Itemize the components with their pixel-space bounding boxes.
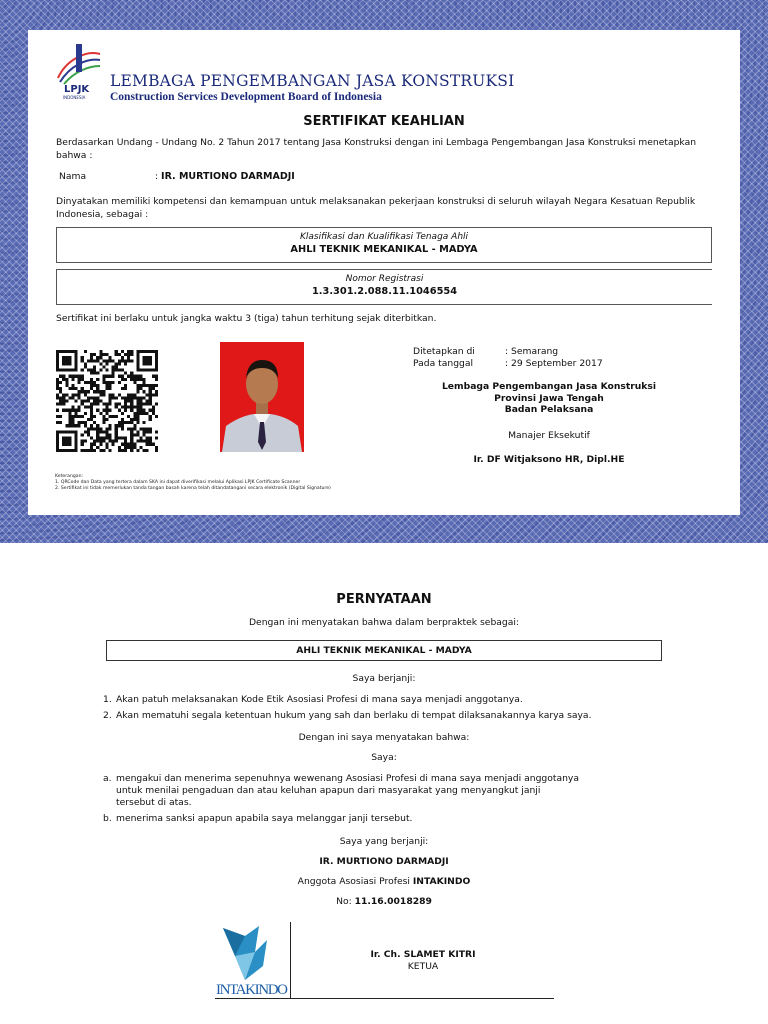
- list-marker: b.: [103, 813, 112, 824]
- statement-title: PERNYATAAN: [336, 592, 432, 607]
- association-line: [0, 876, 768, 887]
- classification-box: [56, 227, 712, 263]
- name-value-wrap: [155, 171, 295, 182]
- issuing-body-line: Lembaga Pengembangan Jasa Konstruksi: [441, 381, 657, 392]
- declared-line: Dinyatakan memiliki kompetensi dan kemampuan untuk melaksanakan pekerjaan konstruksi di seluruh wilayah Negara Kesatuan Republik: [56, 196, 696, 207]
- saya-label: Saya:: [371, 752, 397, 763]
- list-marker: a.: [103, 773, 112, 784]
- list-text: menerima sanksi apapun apabila saya melanggar janji tersebut.: [116, 813, 413, 824]
- declaration-list: [103, 773, 623, 825]
- notes-title: Keterangan:: [55, 474, 84, 479]
- name-row: [59, 171, 295, 182]
- declared-line: Indonesia, sebagai :: [56, 209, 149, 220]
- association-prefix: Anggota Asosiasi Profesi: [297, 876, 410, 887]
- lpjk-logo-country: INDONESIA: [63, 95, 86, 100]
- name-colon: :: [155, 171, 159, 182]
- issued-at-label: Ditetapkan di: [413, 346, 475, 357]
- issuing-body-line: Badan Pelaksana: [504, 404, 594, 415]
- lpjk-logo: [56, 40, 102, 100]
- member-number-line: [0, 896, 768, 907]
- signer-heading: Saya yang berjanji:: [339, 836, 429, 847]
- signature-line: [215, 998, 554, 999]
- holder-photo: [220, 342, 304, 452]
- declared-paragraph: [56, 195, 716, 221]
- issuing-body-line: Provinsi Jawa Tengah: [494, 392, 604, 404]
- notes: [55, 474, 331, 492]
- list-item: [103, 694, 623, 706]
- name-label: Nama: [59, 171, 87, 182]
- profession-box: AHLI TEKNIK MEKANIKAL - MADYA: [106, 640, 662, 661]
- list-text: untuk menilai pengaduan dan atau keluhan apapun dari masyarakat yang menyangkut janji: [116, 785, 541, 796]
- list-marker: 2.: [103, 710, 112, 721]
- association-name: INTAKINDO: [412, 876, 471, 887]
- classification-value: AHLI TEKNIK MEKANIKAL - MADYA: [290, 244, 478, 255]
- registration-value: 1.3.301.2.088.11.1046554: [311, 286, 458, 297]
- member-number-prefix: No:: [336, 896, 352, 907]
- list-text: mengakui dan menerima sepenuhnya wewenang Asosiasi Profesi di mana saya menjadi anggotanya: [116, 773, 579, 784]
- org-subtitle: Construction Services Development Board of Indonesia: [110, 91, 382, 103]
- list-item: [103, 710, 623, 722]
- issued-date-value: : 29 September 2017: [505, 358, 603, 369]
- certificate-heading: SERTIFIKAT KEAHLIAN: [303, 114, 465, 129]
- chair-name: Ir. Ch. SLAMET KITRI: [370, 949, 476, 960]
- classification-caption: Klasifikasi dan Kualifikasi Tenaga Ahli: [299, 232, 469, 242]
- statement-intro: Dengan ini menyatakan bahwa dalam berpraktek sebagai:: [248, 617, 520, 628]
- qr-code[interactable]: [56, 350, 158, 452]
- signer-name: Ir. DF Witjaksono HR, Dipl.HE: [473, 454, 625, 465]
- list-item: [103, 813, 623, 825]
- intakindo-logo-text: INTAKINDO: [216, 982, 288, 998]
- list-text: Akan patuh melaksanakan Kode Etik Asosiasi Profesi di mana saya menjadi anggotanya.: [116, 694, 523, 705]
- issue-info: [413, 346, 603, 370]
- declare-heading: Dengan ini saya menyatakan bahwa:: [298, 732, 470, 743]
- intro-line: bahwa :: [56, 150, 93, 161]
- registration-box: [56, 269, 712, 305]
- intro-line: Berdasarkan Undang - Undang No. 2 Tahun 2017 tentang Jasa Konstruksi dengan ini Lembaga Pengembangan Jasa Konstruksi menetapkan: [56, 137, 697, 148]
- lpjk-logo-text: LPJK: [64, 84, 90, 95]
- list-text: Akan mematuhi segala ketentuan hukum yang sah dan berlaku di tempat dilaksanakannya karya saya.: [116, 710, 592, 721]
- signature-divider: [290, 922, 291, 998]
- name-value: IR. MURTIONO DARMADJI: [161, 171, 295, 182]
- member-number: 11.16.0018289: [354, 896, 432, 907]
- intro-paragraph: [56, 136, 716, 162]
- issued-at-value: : Semarang: [505, 346, 559, 357]
- list-text: tersebut di atas.: [116, 797, 192, 808]
- list-marker: 1.: [103, 694, 112, 705]
- list-item: [103, 773, 623, 809]
- issued-at-row: [413, 346, 603, 358]
- intakindo-logo: [215, 922, 289, 998]
- certificate-body: [28, 30, 740, 515]
- issued-date-label: Pada tanggal: [413, 358, 474, 369]
- note-item: 2. Sertifikat ini tidak memerlukan tanda tangan basah karena telah ditandatangani secara elektronik (Digital Signature): [55, 486, 331, 491]
- promise-list: [103, 694, 623, 722]
- chair-title: KETUA: [407, 961, 439, 972]
- issued-date-row: [413, 358, 603, 370]
- statement-signer-name: IR. MURTIONO DARMADJI: [319, 856, 449, 867]
- org-title: LEMBAGA PENGEMBANGAN JASA KONSTRUKSI: [110, 72, 515, 90]
- issuing-body: [406, 381, 692, 416]
- promise-heading: Saya berjanji:: [352, 673, 416, 684]
- registration-caption: Nomor Registrasi: [345, 274, 424, 284]
- signer-title: Manajer Eksekutif: [508, 430, 590, 441]
- validity-text: Sertifikat ini berlaku untuk jangka waktu 3 (tiga) tahun terhitung sejak diterbitkan.: [56, 313, 437, 324]
- note-item: 1. QRCode dan Data yang tertera dalam SKA ini dapat diverifikasi melalui Aplikasi LPJK Certificate Scanner: [55, 480, 301, 485]
